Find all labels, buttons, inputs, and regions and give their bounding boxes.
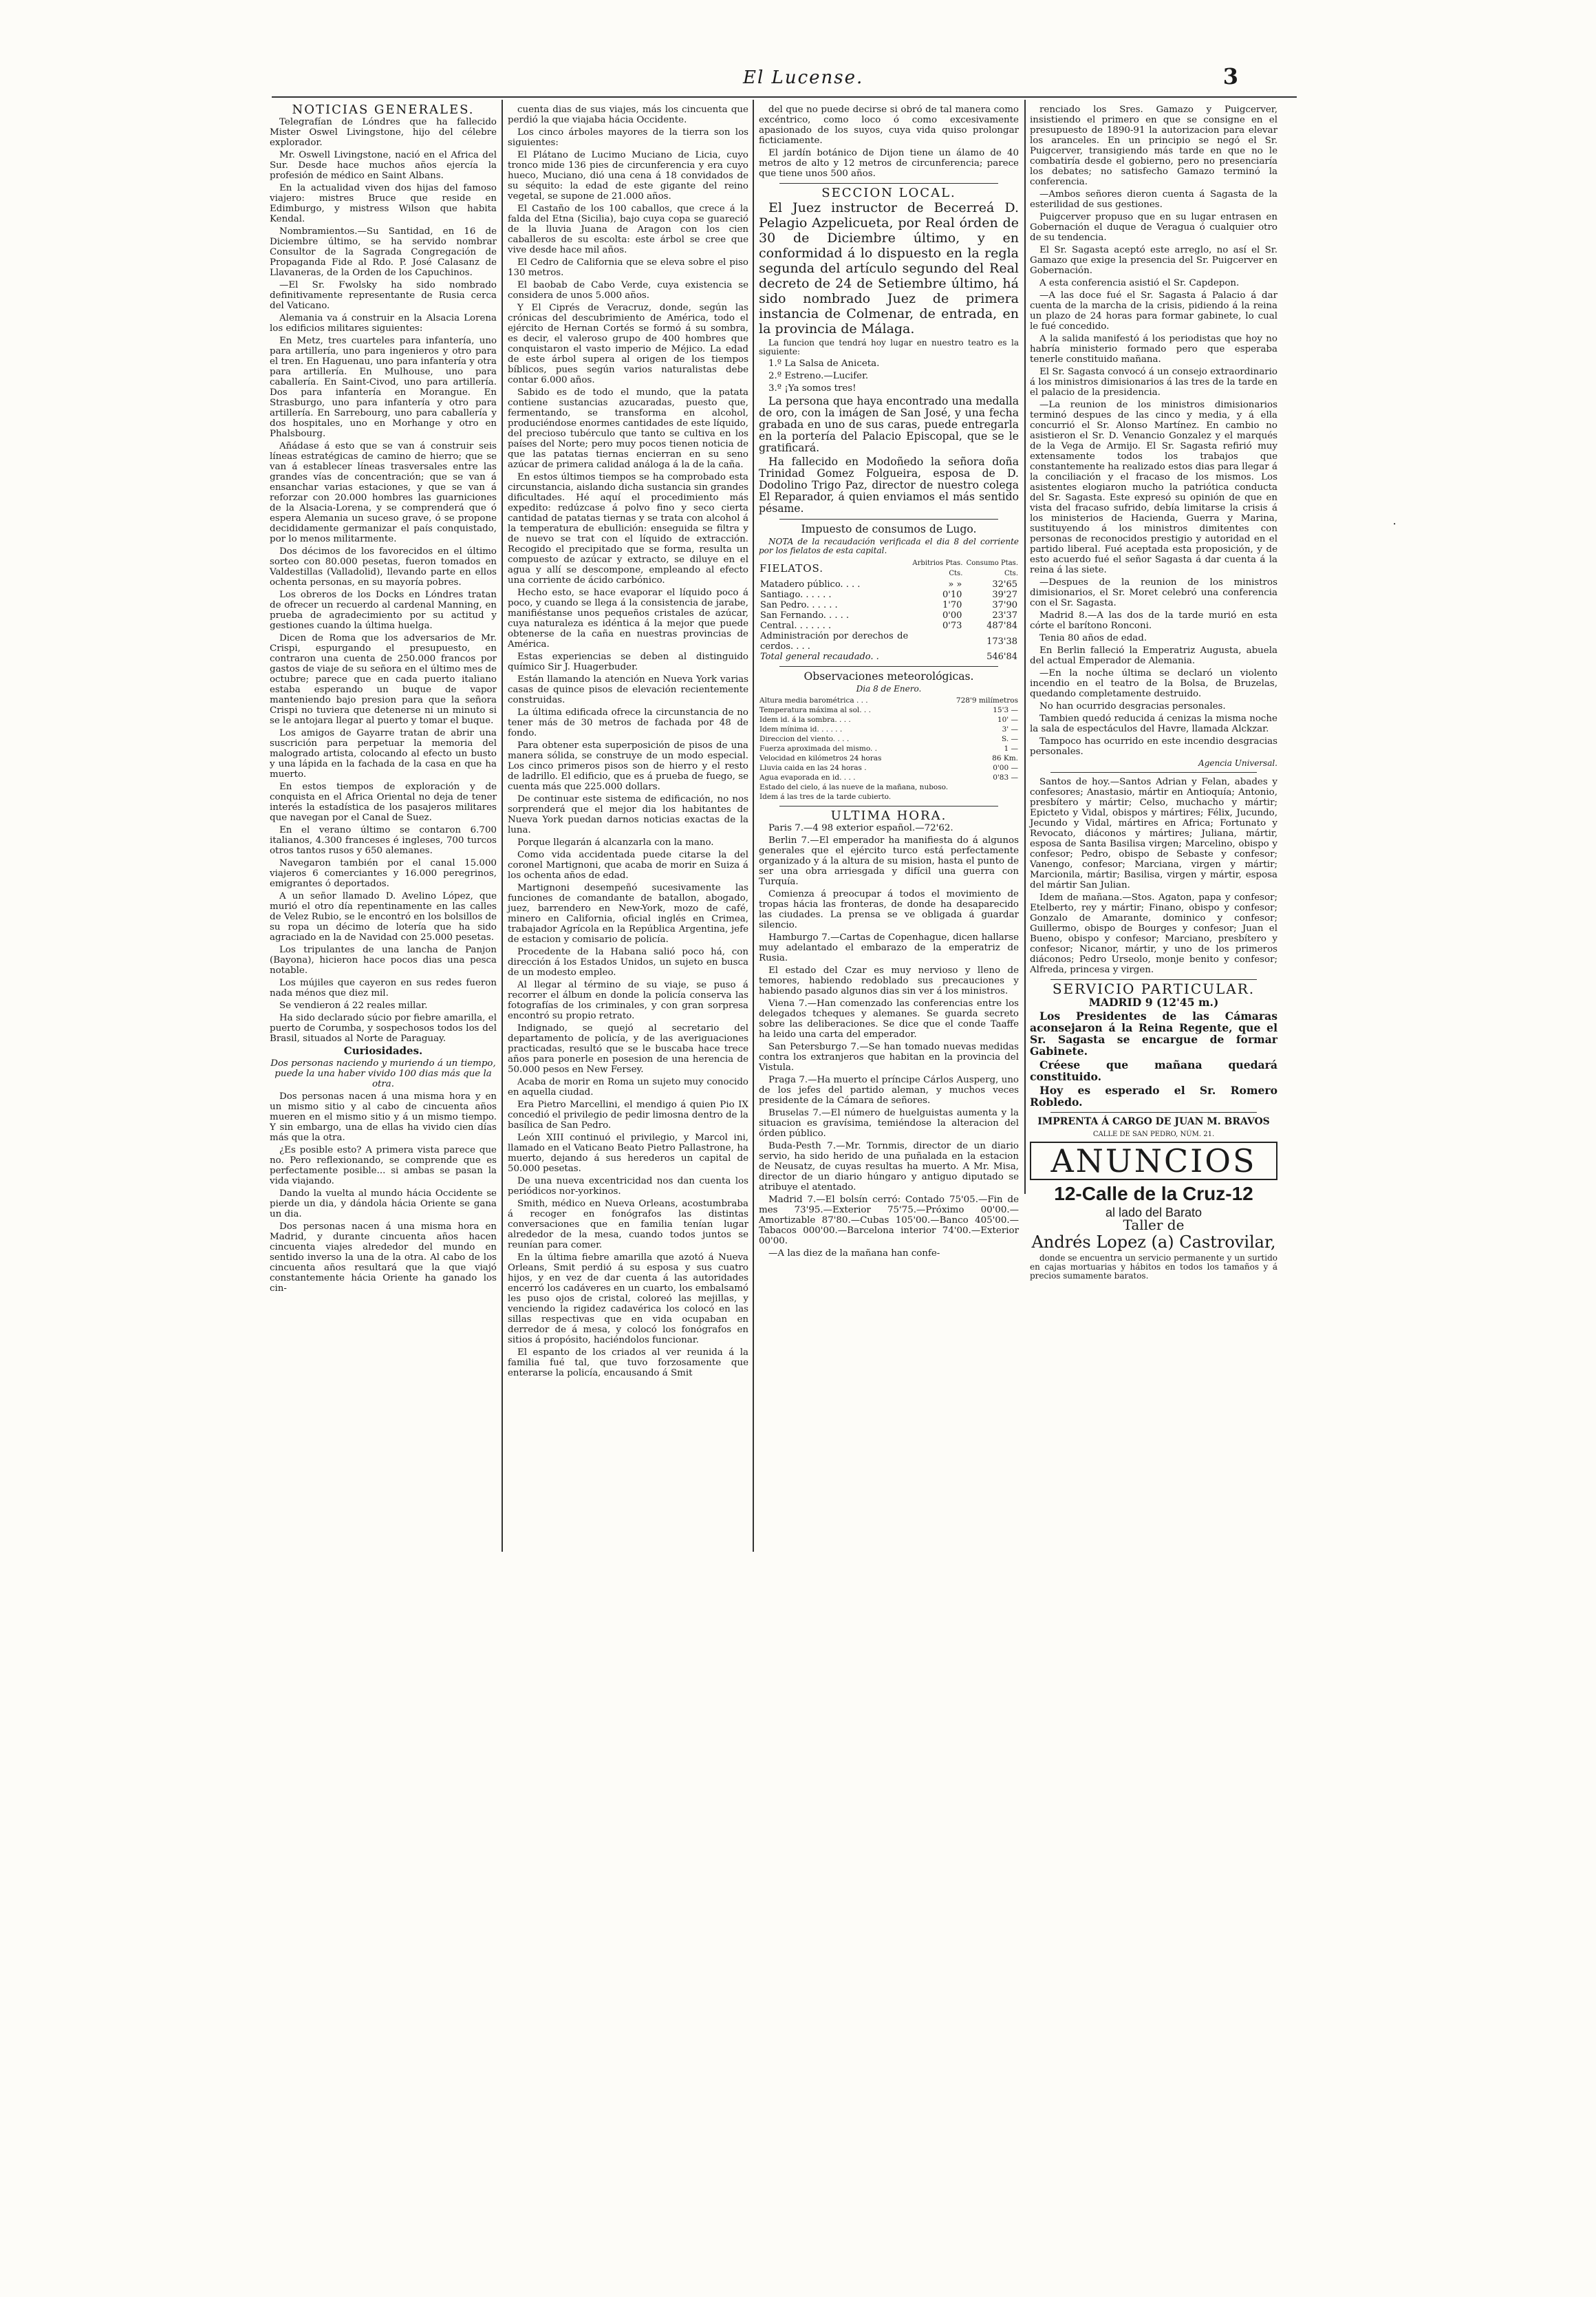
- local-news-items: [759, 396, 1019, 515]
- funcion-item: 1.º La Salsa de Aniceta.: [768, 359, 880, 369]
- article-paragraph: Añádase á esto que se van á construir seis líneas estratégicas de camino de hierro; que se van á establecer líneas trasversales entre las grandes vías de concentración; que se van á ensanchar varias estaciones, y que se van á reforzar con 20.000 hombres las guarniciones de la Alsacia-Lorena, y se comprenderá que ó espera Alemania un suceso grave, ó se propone decididamente germanizar el país conquistado, por lo menos militarmente.: [270, 441, 497, 544]
- telegram-paragraph: Berlin 7.—El emperador ha manifiesta do á algunos generales que el ejército turco está perfectamente organizado y á la altura de su mision, hasta el punto de ser una obra arriesgada y difícil una guerra con Turquía.: [759, 835, 1019, 887]
- meteo-value: [953, 792, 1019, 802]
- meteo-value: 86 Km.: [992, 754, 1018, 762]
- curiosidad-paragraph: Dos personas nacen á una misma hora y en un mismo sitio y al cabo de cincuenta años mueren en el mismo sitio y á un mismo tiempo. Y sin embargo, una de ellas ha vivido cien días más que la otra.: [270, 1091, 497, 1143]
- servicio-paragraph: Créese que mañana quedará constituido.: [1030, 1058, 1277, 1083]
- servicio-title: SERVICIO PARTICULAR.: [1052, 981, 1255, 997]
- article-paragraph: El Castaño de los 100 caballos, que crece á la falda del Etna (Sicilia), bajo cuya copa se guareció de la lluvia Juana de Aragon con los cien caballeros de su escolta: este árbol se cree que vive desde hace mil años.: [508, 204, 748, 255]
- fielato-arbitrios: 0'73: [942, 621, 962, 631]
- article-paragraph: En el verano último se contaron 6.700 italianos, 4.300 franceses é ingleses, 700 turcos otros tantos rusos y 650 alemanes.: [270, 825, 497, 856]
- fielatos-table: [759, 557, 1019, 662]
- section-title-noticias: NOTICIAS GENERALES.: [292, 103, 475, 117]
- col4-articles: [1030, 105, 1277, 757]
- article-paragraph: Tambien quedó reducida á cenizas la misma noche la sala de espectáculos del Havre, llamada Alckzar.: [1030, 714, 1277, 734]
- funcion-intro: La funcion que tendrá hoy lugar en nuestro teatro es la siguiente:: [759, 338, 1019, 356]
- ultima-hora-items: [759, 823, 1019, 1259]
- article-paragraph: Para obtener esta superposición de pisos de una manera sólida, se construye de un modo especial. Los cinco primeros pisos son de hierro y el resto de ladrillo. El edificio, que es á prueba de fuego, se cuenta más que 225.000 dollars.: [508, 740, 748, 792]
- article-paragraph: En estos últimos tiempos se ha comprobado esta circunstancia, aislando dicha sustancia sin grandes dificultades. Hé aquí el procedimiento más expedito: redúzcase á polvo fino y seco cierta cantidad de patatas tiernas y se trata con alcohol á la temperatura de ebullición: enseguida se filtra y de nuevo se trat con el líquido de extracción. Recogido el precipitado que se forma, resulta un compuesto de azúcar y extracto, se diluye en el agua y allí se descompone, empleando al efecto una corriente de ácido carbónico.: [508, 472, 748, 586]
- fielato-arbitrios: 0'00: [942, 610, 962, 621]
- article-paragraph: Tenia 80 años de edad.: [1039, 633, 1147, 643]
- header-rule: [272, 96, 1297, 98]
- curiosidades-title: Curiosidades.: [343, 1045, 423, 1057]
- article-paragraph: Acaba de morir en Roma un sujeto muy conocido en aquella ciudad.: [508, 1077, 748, 1098]
- article-paragraph: cuenta dias de sus viajes, más los cincuenta que perdió la que viajaba hácia Occidente.: [508, 105, 748, 125]
- meteo-key: Velocidad en kilómetros 24 horas: [759, 754, 882, 762]
- article-paragraph: Navegaron también por el canal 15.000 viajeros 6 comerciantes y 16.000 peregrinos, emigrantes ó deportados.: [270, 858, 497, 889]
- meteo-value: 10' —: [997, 716, 1018, 724]
- article-paragraph: Puigcerver propuso que en su lugar entrasen en Gobernación el duque de Veragua ó cualquier otro de su tendencia.: [1030, 212, 1277, 243]
- article-paragraph: Los cinco árboles mayores de la tierra son los siguientes:: [508, 127, 748, 148]
- fielato-row: [759, 600, 1019, 610]
- funcion-list: [759, 359, 1019, 394]
- article-paragraph: De continuar este sistema de edificación, no nos sorprenderá que el mejor dia los habitantes de Nueva York puedan darnos noticias exactas de la luna.: [508, 794, 748, 835]
- article-paragraph: —A las doce fué el Sr. Sagasta á Palacio á dar cuenta de la marcha de la crisis, pidiendo á la reina un plazo de 24 horas para formar gabinete, lo cual le fué concedido.: [1030, 290, 1277, 332]
- curiosidad-paragraph: ¿Es posible esto? A primera vista parece que no. Pero reflexionando, se comprende que es perfectamente posible... si ambas se pasan la vida viajando.: [270, 1145, 497, 1186]
- article-paragraph: Martignoni desempeñó sucesivamente las funciones de comandante de batallon, abogado, juez, barrendero en New-York, mozo de café, minero en California, oficial inglés en Crimea, trabajador Agrícola en la República Argentina, jefe de estacion y comisario de policía.: [508, 883, 748, 945]
- fielato-consumo: 39'27: [992, 590, 1017, 600]
- meteo-row: [759, 744, 1019, 754]
- article-paragraph: Mr. Oswell Livingstone, nació en el Africa del Sur. Desde hace muchos años ejercía la profesión de médico en Saint Albans.: [270, 150, 497, 181]
- local-news-lead: [759, 200, 1019, 336]
- fielatos-col-arbitrios: Arbitrios Ptas. Cts.: [912, 559, 963, 577]
- fielato-arbitrios: » »: [948, 579, 962, 590]
- article-paragraph: Como vida accidentada puede citarse la del coronel Martignoni, que acaba de morir en Suiza á los ochenta años de edad.: [508, 850, 748, 881]
- total-label: Total general recaudado. .: [760, 652, 879, 662]
- article-paragraph: —En la noche última se declaró un violento incendio en el teatro de la Bolsa, de Bruzelas, quedando completamente destruido.: [1030, 668, 1277, 699]
- fielatos-col-consumo: Consumo Ptas. Cts.: [966, 559, 1018, 577]
- meteo-key: Altura media barométrica . . .: [759, 696, 868, 705]
- article-paragraph: Era Pietro Marcellini, el mendigo á quien Pio IX concedió el privilegio de pedir limosna dentro de la basílica de San Pedro.: [508, 1100, 748, 1131]
- meteo-row: [759, 696, 1019, 705]
- meteo-key: Estado del cielo, á las nueve de la mañana, nuboso.: [759, 783, 949, 791]
- fielato-name: San Fernando. . . . .: [760, 610, 849, 621]
- meteo-key: Idem á las tres de la tarde cubierto.: [759, 793, 892, 801]
- telegram-paragraph: Hamburgo 7.—Cartas de Copenhague, dicen hallarse muy adelantado el embarazo de la emperatriz de Rusia.: [759, 932, 1019, 963]
- telegram-paragraph: Madrid 7.—El bolsín cerró: Contado 75'05.—Fin de mes 73'95.—Exterior 75'75.—Próximo 00'00.—Amortizable 87'80.—Cubas 105'00.—Banco 405'00.—Tabacos 000'00.—Barcelona interior 74'00.—Exterior 00'00.: [759, 1195, 1019, 1246]
- article-paragraph: Están llamando la atención en Nueva York varias casas de quince pisos de elevación recientemente construidas.: [508, 674, 748, 705]
- telegram-paragraph: Comienza á preocupar á todos el movimiento de tropas hácia las fronteras, de donde ha desaparecido las ciudades. La prensa se ve obligada á guardar silencio.: [759, 889, 1019, 930]
- meteo-value: 15'3 —: [993, 706, 1018, 714]
- margin-mark: ⸱: [1393, 517, 1396, 531]
- article-paragraph: Sabido es de todo el mundo, que la patata contiene sustancias azucaradas, puesto que, fermentando, se transforma en alcohol, produciéndose enormes cantidades de este líquido, del precioso tubérculo que tanto se cultiva en los países del Norte; pero muy pocos tienen noticia de que las patatas tiernas encierran en su seno azúcar de primera calidad análoga á la de la caña.: [508, 387, 748, 470]
- divider: [779, 666, 998, 667]
- curiosidades-intro: Dos personas naciendo y muriendo á un tiempo, puede la una haber vivido 100 dias más que la otra.: [270, 1058, 496, 1089]
- funcion-item: 2.º Estreno.—Lucifer.: [768, 371, 869, 381]
- article-paragraph: —El Sr. Fwolsky ha sido nombrado definitivamente representante de Rusia cerca del Vaticano.: [270, 280, 497, 311]
- article-paragraph: Madrid 8.—A las dos de la tarde murió en esta córte el barítono Ronconi.: [1030, 610, 1277, 631]
- page-header: [702, 63, 1238, 94]
- servicio-paragraph: Los Presidentes de las Cámaras aconsejaron á la Reina Regente, que el Sr. Sagasta se encargue de formar Gabinete.: [1030, 1009, 1277, 1058]
- impuesto-title: Impuesto de consumos de Lugo.: [801, 523, 977, 535]
- article-paragraph: Indignado, se quejó al secretario del departamento de policía, y de las averiguaciones practicadas, resultó que se le buscaba hace trece años para ponerle en posesion de una herencia de 50.000 pesos en New Fersey.: [508, 1023, 748, 1075]
- telegram-paragraph: Praga 7.—Ha muerto el príncipe Cárlos Ausperg, uno de los jefes del partido aleman, y muchos veces presidente de la Cámara de señores.: [759, 1075, 1019, 1106]
- admin-row-label: Administración por derechos de cerdos. . . .: [760, 631, 909, 652]
- meteo-title: Observaciones meteorológicas.: [804, 670, 974, 683]
- servicio-paragraph: Hoy es esperado el Sr. Romero Robledo.: [1030, 1084, 1277, 1109]
- fielatos-label: FIELATOS.: [759, 562, 824, 575]
- col2-articles: [508, 105, 748, 1378]
- article-paragraph: Los mújiles que cayeron en sus redes fueron nada ménos que diez mil.: [270, 978, 497, 998]
- article-paragraph: En estos tiempos de exploración y de conquista en el Africa Oriental no deja de tener interés la estadística de los pasajeros militares que navegan por el Canal de Suez.: [270, 782, 497, 823]
- ad-address: 12-Calle de la Cruz-12: [1054, 1183, 1253, 1204]
- curiosidad-paragraph: Dos personas nacen á una misma hora en Madrid, y durante cincuenta años hacen cincuenta viajes alrededor del mundo en sentido inverso la una de la otra. Al cabo de los cincuenta años resultará que la que viajó constantemente hácia Oriente ha ganado los cin-: [270, 1221, 497, 1294]
- meteo-value: 3' —: [1002, 725, 1018, 734]
- fielato-arbitrios: 0'10: [942, 590, 962, 600]
- article-paragraph: —Despues de la reunion de los ministros dimisionarios, el Sr. Moret celebró una conferencia con el Sr. Sagasta.: [1030, 577, 1277, 608]
- column-rule: [1024, 100, 1026, 1194]
- fielato-consumo: 32'65: [992, 579, 1017, 590]
- article-paragraph: En Berlin falleció la Emperatriz Augusta, abuela del actual Emperador de Alemania.: [1030, 645, 1277, 666]
- meteo-key: Direccion del viento. . . .: [759, 735, 850, 743]
- meteo-key: Idem mínima id. . . . . .: [759, 725, 843, 734]
- agencia-credit: Agencia Universal.: [1198, 758, 1277, 768]
- meteo-row: [759, 725, 1019, 734]
- meteo-key: Temperatura máxima al sol. . .: [759, 706, 871, 714]
- article-paragraph: No han ocurrido desgracias personales.: [1039, 701, 1226, 712]
- article-paragraph: A un señor llamado D. Avelino López, que murió el otro día repentinamente en las calles de Velez Rubio, se le encontró en los bolsillos de su ropa un décimo de lotería que ha sido agraciado en la de Navidad con 25.000 pesetas.: [270, 891, 497, 943]
- curiosidad-paragraph: Dando la vuelta al mundo hácia Occidente se pierde un dia, y dándola hácia Oriente se gana un dia.: [270, 1188, 497, 1219]
- meteo-key: Agua evaporada en id. . . .: [759, 773, 856, 782]
- meteo-value: [953, 782, 1019, 792]
- imprenta: IMPRENTA Á CARGO DE JUAN M. BRAVOS: [1037, 1116, 1270, 1127]
- meteo-value: 0'00 —: [993, 764, 1018, 772]
- article-paragraph: León XIII continuó el privilegio, y Marcol ini, llamado en el Vaticano Beato Pietro Pallastrone, ha muerto, dejando á sus herederos un capital de 50.000 pesetas.: [508, 1133, 748, 1174]
- col1-articles: [270, 117, 497, 1044]
- article-paragraph: El Plátano de Lucimo Muciano de Licia, cuyo tronco mide 136 pies de circunferencia y era cuyo hueco, Muciano, dió una cena á 18 convidados de su séquito: la edad de este gigante del reino vegetal, se supone de 21.000 años.: [508, 150, 748, 202]
- article-paragraph: La última edificada ofrece la circunstancia de no tener más de 30 metros de fachada por 48 de fondo.: [508, 707, 748, 738]
- meteo-date: Dia 8 de Enero.: [856, 684, 922, 694]
- meteo-row: [759, 763, 1019, 773]
- fielato-row: [759, 610, 1019, 621]
- santos-manana: Idem de mañana.—Stos. Agaton, papa y confesor; Etelberto, rey y mártir; Finano, obispo y confesor; Gonzalo de Amarante, dominico y confesor; Guillermo, obispo de Bourges y confesor; Juan el Bueno, obispo y confesor; Marciano, presbítero y confesor; Nicanor, mártir, y uno de los primeros diáconos; Pedro Urseolo, monje benito y confesor; Alfreda, princesa y virgen.: [1030, 893, 1277, 975]
- ad-location: al lado del Barato: [1105, 1206, 1203, 1219]
- article-paragraph: —Ambos señores dieron cuenta á Sagasta de la esterilidad de sus gestiones.: [1030, 189, 1277, 210]
- article-paragraph: Smith, médico en Nueva Orleans, acostumbraba á recoger en fonógrafos las distintas conversaciones que en familia tenían lugar alrededor de la mesa, cuando todos juntos se reunían para comer.: [508, 1199, 748, 1250]
- article-paragraph: A esta conferencia asistió el Sr. Capdepon.: [1039, 278, 1240, 288]
- meteo-key: Idem id. á la sombra. . . .: [759, 716, 851, 724]
- local-news-paragraph: La persona que haya encontrado una medalla de oro, con la imágen de San José, y una fecha grabada en uno de sus caras, puede entregarla en la portería del Palacio Episcopal, que se le gratificará.: [759, 395, 1019, 454]
- article-paragraph: Al llegar al término de su viaje, se puso á recorrer el álbum en donde la policía conserva las fotografías de los criminales, y con gran sorpresa encontró su propio retrato.: [508, 980, 748, 1021]
- article-paragraph: Hecho esto, se hace evaporar el líquido poco á poco, y cuando se llega á la consistencia de jarabe, manifiéstanse unos pequeños cristales de azúcar, cuya naturaleza es idéntica á la mejor que puede obtenerse de la caña en nuestras provincias de América.: [508, 588, 748, 650]
- meteo-row: [759, 754, 1019, 763]
- ultima-hora-title: ULTIMA HORA.: [830, 809, 947, 823]
- divider: [779, 519, 998, 520]
- article-paragraph: Telegrafían de Lóndres que ha fallecido Mister Oswel Livingstone, hijo del célebre explorador.: [270, 117, 497, 148]
- article-paragraph: El espanto de los criados al ver reunida á la familia fué tal, que tuvo forzosamente que enterarse la policía, encausando á Smit: [508, 1347, 748, 1378]
- seccion-local-title: SECCION LOCAL.: [821, 186, 956, 200]
- column-2: [508, 105, 748, 1553]
- curiosidades-articles: [270, 1091, 497, 1294]
- masthead-title: El Lucense.: [743, 67, 864, 88]
- fielato-name: Santiago. . . . . .: [760, 590, 832, 600]
- article-paragraph: Procedente de la Habana salió poco há, con dirección á los Estados Unidos, un sujeto en busca de un modesto empleo.: [508, 947, 748, 978]
- impuesto-note: NOTA de la recaudación verificada el dia 8 del corriente por los fielatos de esta capital.: [759, 537, 1019, 555]
- article-paragraph: En la última fiebre amarilla que azotó á Nueva Orleans, Smit perdió á su esposa y sus cuatro hijos, y en vez de dar cuenta á las autoridades encerró los cadáveres en un cuarto, los embalsamó les puso ojos de cristal, coloreó las mejillas, y venciendo la rigidez cadavérica los colocó en las sillas respectivas que en vida ocupaban en derredor de á mesa, y colocó los fonógrafos en sitios á propósito, haciéndolos funcionar.: [508, 1252, 748, 1345]
- fielato-name: Central. . . . . . .: [760, 621, 832, 631]
- meteo-row: [759, 715, 1019, 725]
- ad-text: donde se encuentra un servicio permanente y un surtido en cajas mortuarias y hábitos en todos los tamaños y á precios sumamente baratos.: [1030, 1253, 1277, 1281]
- telegram-paragraph: Viena 7.—Han comenzado las conferencias entre los delegados tcheques y alemanes. Se guarda secreto sobre las deliberaciones. Se dice que el conde Taaffe ha leido una carta del emperador.: [759, 998, 1019, 1040]
- meteo-value: S. —: [1002, 735, 1018, 743]
- meteo-value: 728'9 milímetros: [956, 696, 1018, 705]
- article-paragraph: Tampoco has ocurrido en este incendio desgracias personales.: [1030, 736, 1277, 757]
- ad-taller: Taller de: [1123, 1217, 1185, 1233]
- article-paragraph: El Sr. Sagasta convocó á un consejo extraordinario á los ministros dimisionarios á las tres de la tarde en el palacio de la presidencia.: [1030, 367, 1277, 398]
- article-paragraph: Nombramientos.—Su Santidad, en 16 de Diciembre último, se ha servido nombrar Consultor de la Sagrada Congregación de Propaganda Fide al Rdo. P. José Calasanz de Llavaneras, de la Orden de los Capuchinos.: [270, 226, 497, 278]
- meteo-key: Lluvia caida en las 24 horas .: [759, 764, 867, 772]
- article-paragraph: renciado los Sres. Gamazo y Puigcerver, insistiendo el primero en que se consigne en el presupuesto de 1890-91 la autorizacion para elevar los aranceles. En un principio se negó el Sr. Puigcerver, transigiendo más tarde en que no le combatiría desde el gobierno, pero no presenciaría los debates; no satisfecho Gamazo terminó la conferencia.: [1030, 105, 1277, 187]
- meteo-key: Fuerza aproximada del mismo. .: [759, 745, 877, 753]
- telegram-paragraph: —A las diez de la mañana han confe-: [768, 1248, 940, 1259]
- telegram-paragraph: Paris 7.—4 98 exterior español.—72'62.: [768, 823, 953, 833]
- article-paragraph: El Cedro de California que se eleva sobre el piso 130 metros.: [508, 257, 748, 278]
- column-3: [759, 105, 1019, 1259]
- article-paragraph: Se vendieron á 22 reales millar.: [279, 1001, 428, 1011]
- admin-row-value: 173'38: [986, 636, 1017, 647]
- article-paragraph: Los tripulantes de una lancha de Panjon (Bayona), hicieron hace pocos dias una pesca notable.: [270, 945, 497, 976]
- column-4: [1030, 105, 1277, 1329]
- meteo-row: [759, 705, 1019, 715]
- meteo-row: [759, 782, 1019, 792]
- article-paragraph: Alemania va á construir en la Alsacia Lorena los edificios militares siguientes:: [270, 313, 497, 334]
- funcion-item: 3.º ¡Ya somos tres!: [768, 383, 856, 394]
- article-paragraph: En la actualidad viven dos hijas del famoso viajero: mistres Bruce que reside en Edimburgo, y mistress Wilson que habita Kendal.: [270, 183, 497, 224]
- fielato-consumo: 37'90: [992, 600, 1017, 610]
- anuncios-heading: ANUNCIOS: [1030, 1142, 1277, 1180]
- article-paragraph: En Metz, tres cuarteles para infantería, uno para artillería, uno para ingenieros y otro para el tren. En Haguenau, uno para infantería y otra para artillería. En Mulhouse, uno para caballería. En Saint-Civod, uno para artillería. Dos para infantería en Morangue. En Strasburgo, uno para infantería y otro para artillería. En Sarrebourg, uno para caballería y dos hospitales, uno en Morhange y otro en Phalsbourg.: [270, 336, 497, 439]
- article-paragraph: Y El Ciprés de Veracruz, donde, según las crónicas del descubrimiento de América, todo el ejército de Hernan Cortés se formó á su sombra, es decir, el valeroso grupo de 400 hombres que conquistaron el vasto imperio de Méjico. La edad de este árbol supera al origen de los tiempos bíblicos, pues según varios naturalistas debe contar 6.000 años.: [508, 303, 748, 385]
- total-value: 546'84: [986, 652, 1017, 662]
- santos-hoy: Santos de hoy.—Santos Adrian y Felan, abades y confesores; Anastasio, mártir en Antioquía; Antonio, presbítero y mártir; Celso, muchacho y mártir; Epicteto y Vidal, obispos y mártires; Félix, Jucundo, Jecundo y Vidal, mártires en Africa; Fortunato y Revocato, diáconos y mártires; Juliana, mártir, esposa de Santa Basilisa virgen; Marcelino, obispo y confesor; Pedro, obispo de Sebaste y confesor; Vanengo, confesor; Marciana, virgen y mártir; Marcionila, mártir; Basilisa, virgen y mártir, esposa del mártir San Julian.: [1030, 777, 1277, 890]
- article-paragraph: De una nueva excentricidad nos dan cuenta los periódicos nor-yorkinos.: [508, 1176, 748, 1197]
- article-paragraph: Los amigos de Gayarre tratan de abrir una suscrición para perpetuar la memoria del malogrado artista, colocando al efecto un busto y una lápida en la fachada de la casa en que ha muerto.: [270, 728, 497, 780]
- telegram-paragraph: Bruselas 7.—El número de huelguistas aumenta y la situacion es gravísima, temiéndose la alteracion del órden público.: [759, 1108, 1019, 1139]
- article-paragraph: El jardín botánico de Dijon tiene un álamo de 40 metros de alto y 12 metros de circunferencia; parece que tiene unos 500 años.: [759, 148, 1019, 179]
- article-paragraph: A la salida manifestó á los periodistas que hoy no habría ministerio formado pero que esperaba tenerle constituido mañana.: [1030, 334, 1277, 365]
- article-paragraph: El Sr. Sagasta aceptó este arreglo, no así el Sr. Gamazo que exige la presencia del Sr. Puigcerver en Gobernación.: [1030, 245, 1277, 276]
- article-paragraph: Dicen de Roma que los adversarios de Mr. Crispi, espurgando el presupuesto, en contraron una cuenta de 250.000 francos por gastos de viaje de su señora en el último mes de octubre; parece que en cada puerto italiano estaba esperando un buque de vapor manteniendo bajo presion para que la señora Crispi no tuviera que detenerse ni un minuto si se le antojara llegar al puerto y tomar el buque.: [270, 633, 497, 726]
- fielato-row: [759, 621, 1019, 631]
- column-rule: [502, 100, 503, 1552]
- fielato-arbitrios: 1'70: [942, 600, 962, 610]
- fielato-name: San Pedro. . . . . .: [760, 600, 838, 610]
- article-paragraph: Estas experiencias se deben al distinguido químico Sir J. Huagerbuder.: [508, 652, 748, 672]
- meteo-row: [759, 792, 1019, 802]
- column-1: [270, 105, 497, 1553]
- fielato-consumo: 23'37: [992, 610, 1017, 621]
- servicio-items: [1030, 1010, 1277, 1108]
- ad-owner: Andrés Lopez (a) Castrovilar,: [1031, 1232, 1276, 1252]
- meteo-table: [759, 696, 1019, 802]
- telegram-paragraph: San Petersburgo 7.—Se han tomado nuevas medidas contra los extranjeros que habitan en la provincia del Vistula.: [759, 1042, 1019, 1073]
- fielato-name: Matadero público. . . .: [760, 579, 861, 590]
- divider: [779, 183, 998, 184]
- fielato-row: [759, 590, 1019, 600]
- imprenta-address: CALLE DE SAN PEDRO, NÚM. 21.: [1092, 1131, 1215, 1138]
- divider: [1050, 979, 1257, 980]
- article-paragraph: Los obreros de los Docks en Lóndres tratan de ofrecer un recuerdo al cardenal Manning, en prueba de agradecimiento por su actitud y gestiones cuando la última huelga.: [270, 590, 497, 631]
- meteo-value: 0'83 —: [993, 773, 1018, 782]
- col3-articles: [759, 105, 1019, 179]
- page-number: 3: [1222, 63, 1238, 89]
- fielato-consumo: 487'84: [986, 621, 1017, 631]
- divider: [1050, 1112, 1257, 1113]
- article-paragraph: Ha sido declarado súcio por fiebre amarilla, el puerto de Corumba, y sospechosos todos los del Brasil, situados al Norte de Paraguay.: [270, 1013, 497, 1044]
- meteo-value: 1 —: [1004, 745, 1018, 753]
- local-news-paragraph: Ha fallecido en Modoñedo la señora doña Trinidad Gomez Folgueira, esposa de D. Dodolino Trigo Paz, director de nuestro colega El Reparador, á quien enviamos el más sentido pésame.: [759, 456, 1019, 515]
- fielato-row: [759, 579, 1019, 590]
- telegram-paragraph: El estado del Czar es muy nervioso y lleno de temores, habiendo redoblado sus precauciones y habiendo pasado algunos dias sin ver á los ministros.: [759, 965, 1019, 996]
- meteo-row: [759, 773, 1019, 782]
- telegram-paragraph: Buda-Pesth 7.—Mr. Tornmis, director de un diario servio, ha sido herido de una puñalada en la estacion de Neusatz, de cuyas resultas ha muerto. A Mr. Misa, director de un diario húngaro y antiguo diputado se atribuye el atentado.: [759, 1141, 1019, 1193]
- column-rule: [753, 100, 754, 1552]
- article-paragraph: Porque llegarán á alcanzarla con la mano.: [517, 837, 714, 848]
- article-paragraph: Dos décimos de los favorecidos en el último sorteo con 80.000 pesetas, fueron tomados en Valdestillas (Valladolid), llevando parte en ellos ochenta personas, en su mayoría pobres.: [270, 546, 497, 588]
- article-paragraph: El baobab de Cabo Verde, cuya existencia se considera de unos 5.000 años.: [508, 280, 748, 301]
- meteo-row: [759, 734, 1019, 744]
- local-news-paragraph: El Juez instructor de Becerreá D. Pelagio Azpelicueta, por Real órden de 30 de Diciembre último, y en conformidad á lo dispuesto en la regla segunda del artículo segundo del Real decreto de 24 de Setiembre último, há sido nombrado Juez de primera instancia de Colmenar, de entrada, en la provincia de Málaga.: [759, 200, 1019, 336]
- divider: [1050, 772, 1257, 773]
- article-paragraph: —La reunion de los ministros dimisionarios terminó despues de las cinco y media, y á ella concurrió el Sr. Alonso Martínez. En cambio no asistieron el Sr. D. Venancio Gonzalez y el marqués de la Vega de Armijo. El Sr. Sagasta refirió muy extensamente todos los trabajos que constantemente ha realizado estos dias para llegar á la conciliación y el fracaso de los mismos. Los asistentes elogiaron mucho la patriótica conducta del Sr. Sagasta. Este expresó su opinión de que en vista del fracaso sufrido, debía limitarse la crisis á los ministerios de Hacienda, Guerra y Marina, sustituyendo á los ministros dimitentes con personas de reconocidos prestigio y autoridad en el partido liberal. Fué aceptada esta proposición, y de esto acuerdo fué el señor Sagasta á dar cuenta á la reina á las siete.: [1030, 400, 1277, 575]
- article-paragraph: del que no puede decirse si obró de tal manera como excéntrico, como loco ó como excesivamente apasionado de los suyos, cuya vida quiso prolongar ficticiamente.: [759, 105, 1019, 146]
- servicio-date: MADRID 9 (12'45 m.): [1088, 996, 1219, 1009]
